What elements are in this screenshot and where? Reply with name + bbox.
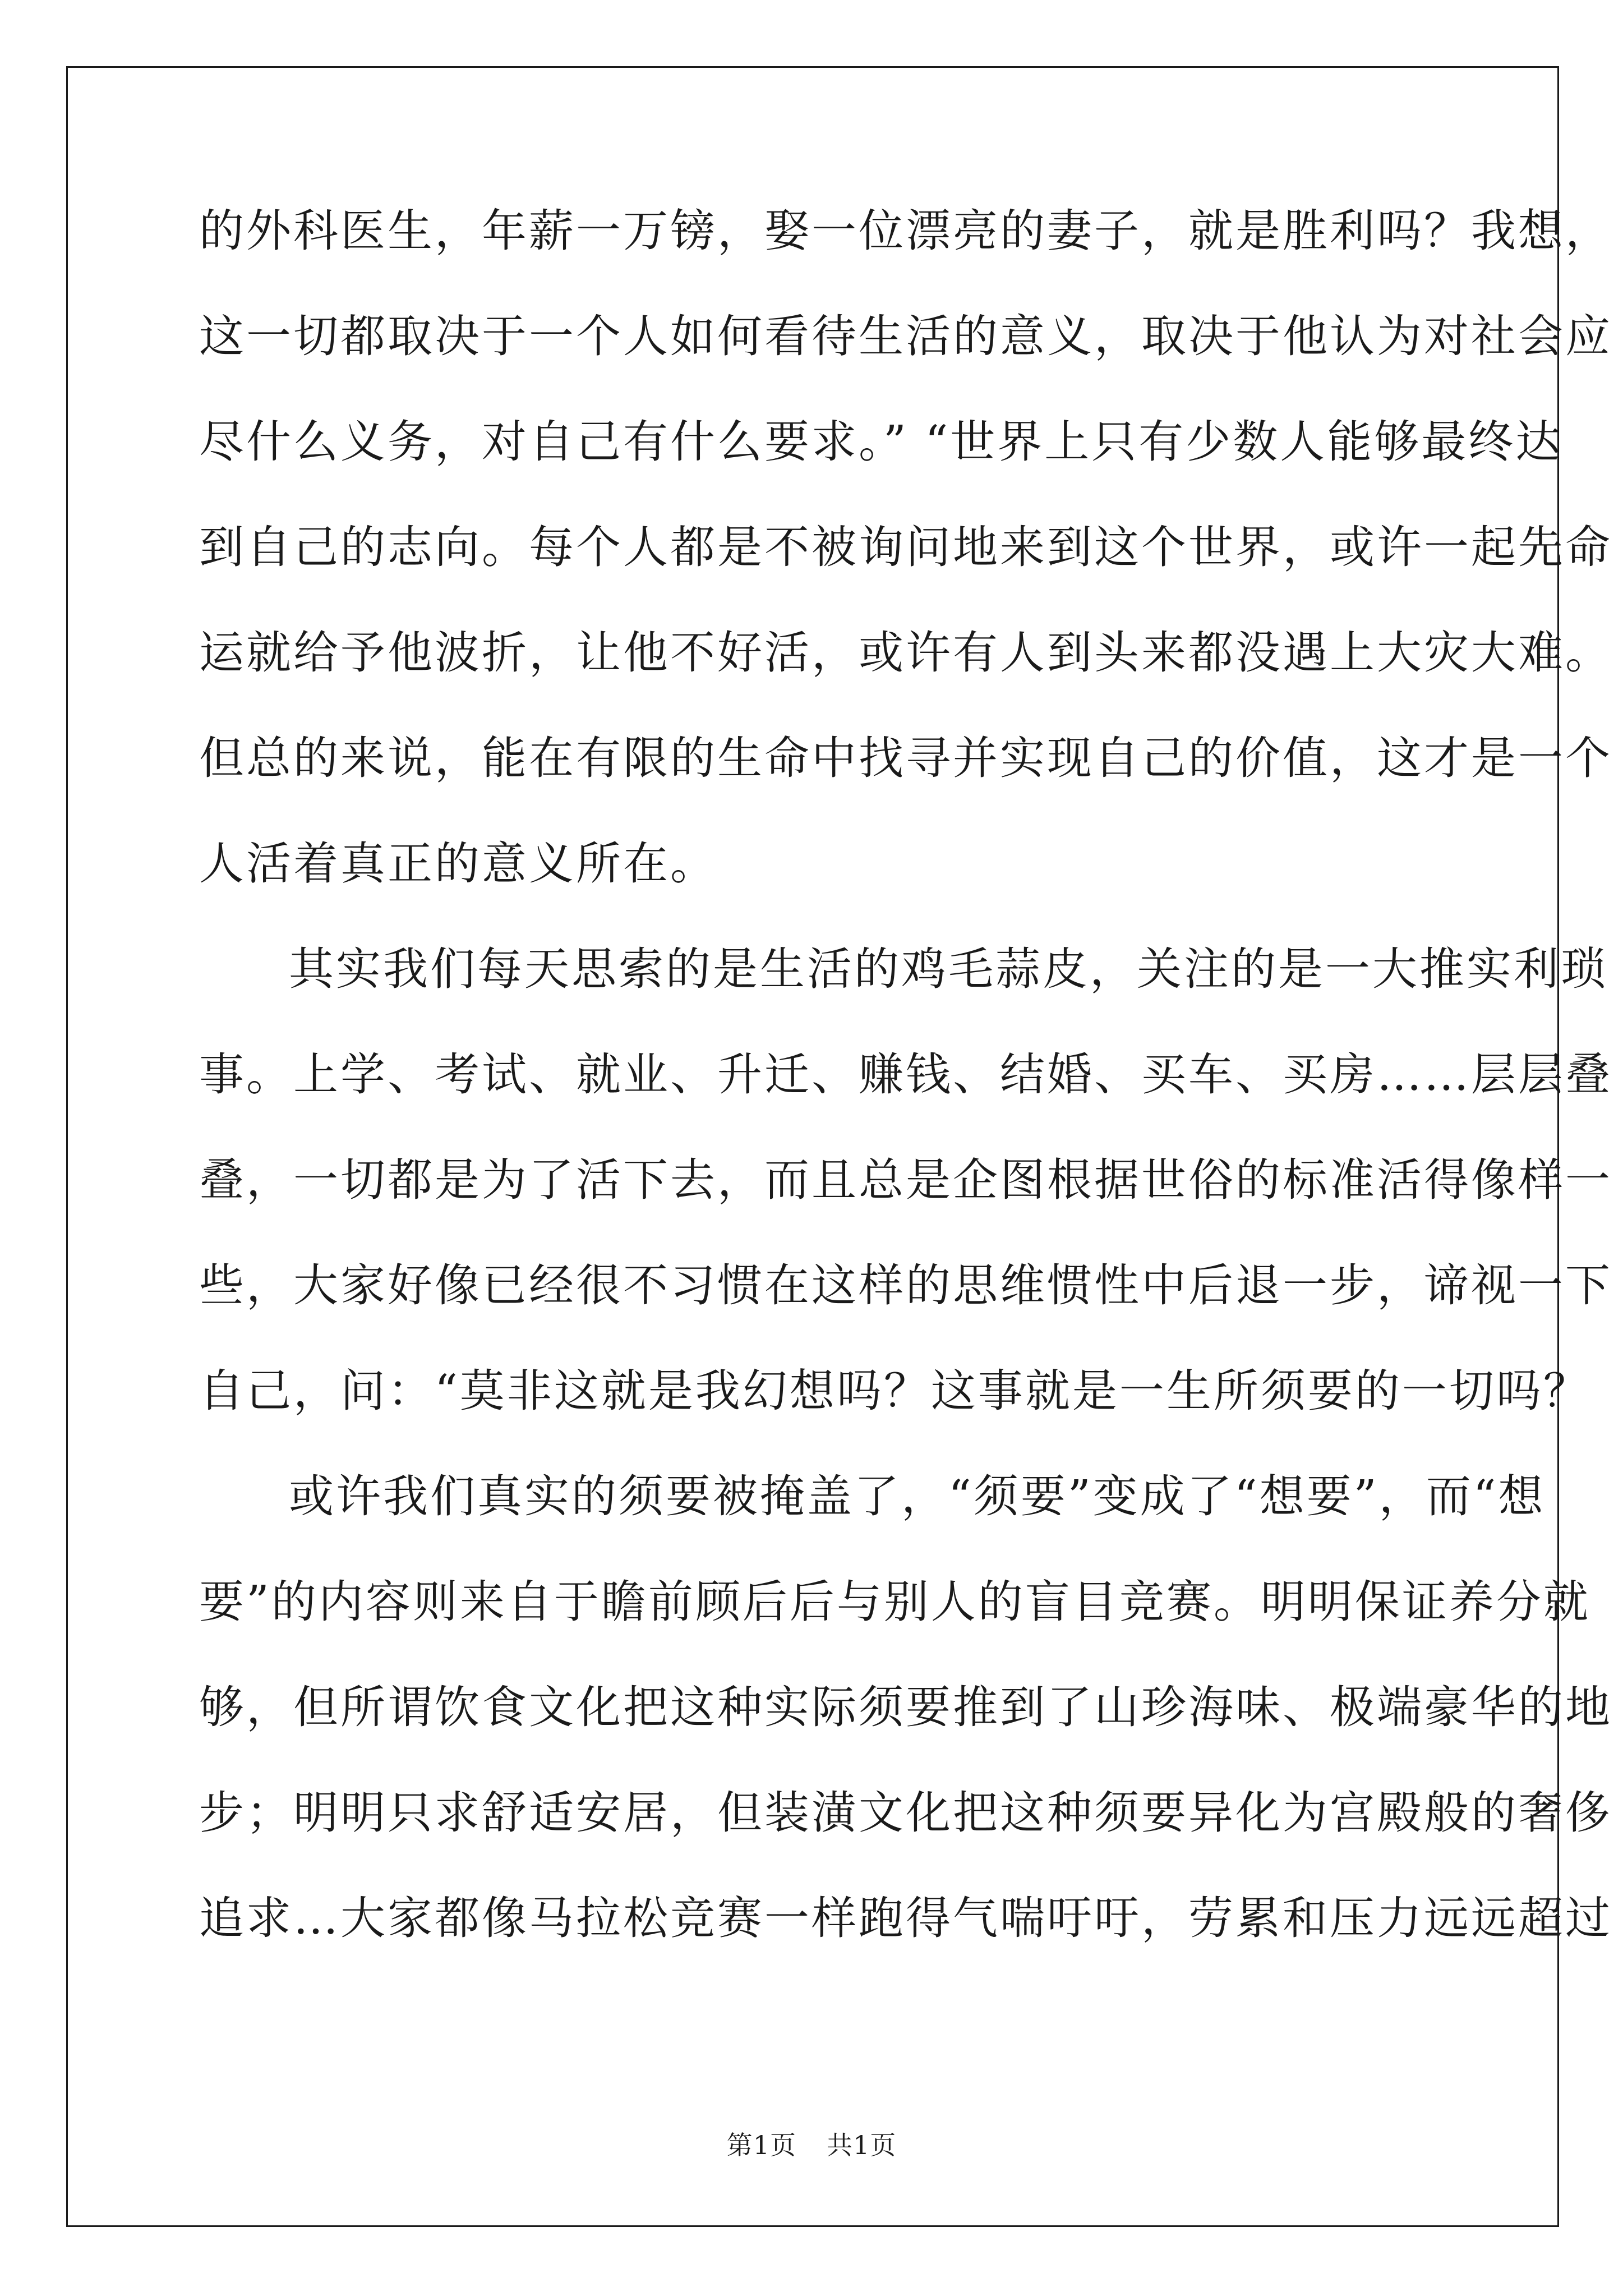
document-body xyxy=(199,205,1612,2001)
text-line: 要”的内容则来自于瞻前顾后后与别人的盲目竞赛。明明保证养分就 xyxy=(199,1576,1590,1628)
text-line: 尽什么义务，对自己有什么要求。” “世界上只有少数人能够最终达 xyxy=(199,416,1563,468)
page-number: 第1页 xyxy=(726,2130,796,2160)
page-footer xyxy=(0,2125,1623,2162)
text-line: 些，大家好像已经很不习惯在这样的思维惯性中后退一步，谛视一下 xyxy=(199,1259,1612,1312)
text-line: 人活着真正的意义所在。 xyxy=(199,838,717,890)
text-line: 其实我们每天思索的是生活的鸡毛蒜皮，关注的是一大推实利琐 xyxy=(289,943,1608,995)
page-total: 共1页 xyxy=(827,2130,897,2160)
text-line: 到自己的志向。每个人都是不被询问地来到这个世界，或许一起先命 xyxy=(199,521,1612,573)
text-line: 追求…大家都像马拉松竞赛一样跑得气喘吁吁，劳累和压力远远超过 xyxy=(199,1892,1612,1944)
text-line: 步；明明只求舒适安居，但装潢文化把这种须要异化为宫殿般的奢侈 xyxy=(199,1787,1612,1839)
text-line: 叠，一切都是为了活下去，而且总是企图根据世俗的标准活得像样一 xyxy=(199,1154,1612,1206)
text-line: 自己，问：“莫非这就是我幻想吗？这事就是一生所须要的一切吗？ xyxy=(199,1365,1590,1417)
text-line: 这一切都取决于一个人如何看待生活的意义，取决于他认为对社会应 xyxy=(199,310,1612,362)
text-line: 运就给予他波折，让他不好活，或许有人到头来都没遇上大灾大难。 xyxy=(199,627,1612,679)
text-line: 或许我们真实的须要被掩盖了，“须要”变成了“想要”，而“想 xyxy=(289,1470,1546,1522)
text-line: 但总的来说，能在有限的生命中找寻并实现自己的价值，这才是一个 xyxy=(199,732,1612,784)
text-line: 事。上学、考试、就业、升迁、赚钱、结婚、买车、买房……层层叠 xyxy=(199,1048,1612,1101)
text-line: 够，但所谓饮食文化把这种实际须要推到了山珍海味、极端豪华的地 xyxy=(199,1681,1612,1733)
text-line: 的外科医生，年薪一万镑，娶一位漂亮的妻子，就是胜利吗？我想， xyxy=(199,205,1612,257)
